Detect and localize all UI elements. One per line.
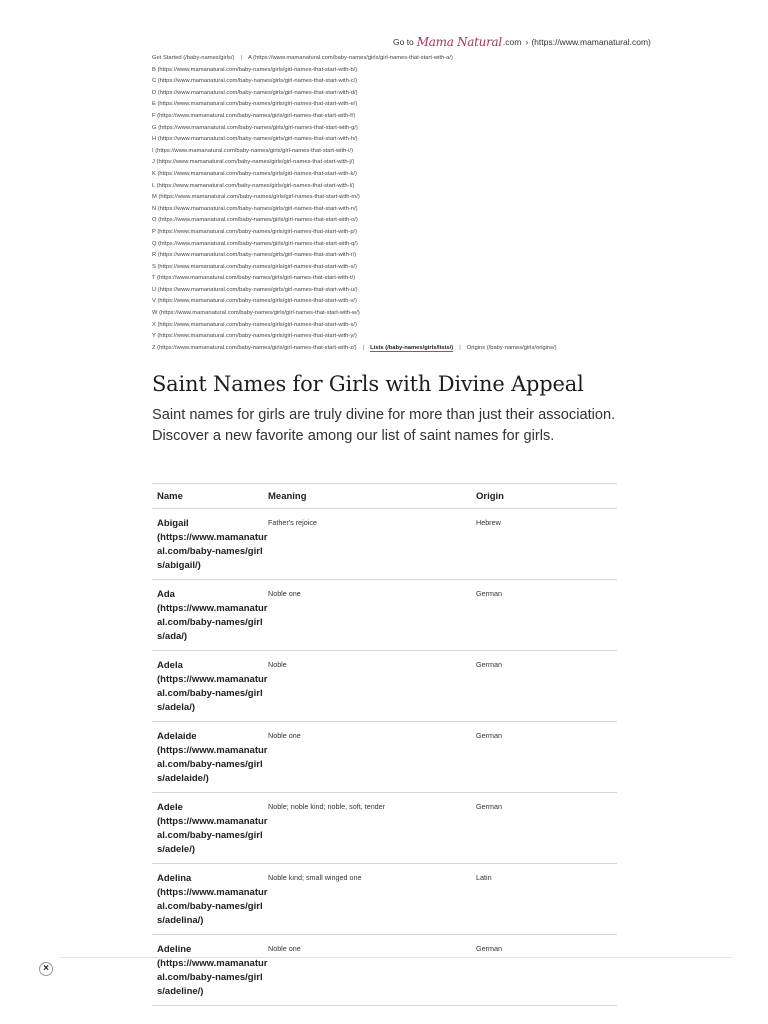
- meaning-cell: Noble; noble kind; noble, soft, tender: [268, 802, 386, 811]
- alpha-line-first: [152, 53, 622, 65]
- name-text: Adele: [157, 802, 183, 813]
- origins-link[interactable]: Origins (/baby-names/girls/origins/): [466, 344, 557, 351]
- alphabet-nav: [152, 53, 622, 354]
- name-text: Adela: [157, 660, 183, 671]
- letter-link[interactable]: E (https://www.mamanatural.com/baby-names/girls/girl-names-that-start-with-e/): [152, 101, 358, 108]
- name-link[interactable]: [152, 872, 268, 928]
- mama-natural-logo[interactable]: Mama Natural: [416, 35, 502, 49]
- goto-url[interactable]: (https://www.mamanatural.com): [531, 37, 651, 47]
- separator: |: [459, 344, 461, 351]
- origin-cell: German: [476, 802, 502, 811]
- letter-link[interactable]: P (https://www.mamanatural.com/baby-names/girls/girl-names-that-start-with-p/): [152, 228, 358, 235]
- meaning-cell: Noble kind; small winged one: [268, 873, 362, 882]
- names-table: [152, 483, 617, 1006]
- origin-cell: Hebrew: [476, 518, 501, 527]
- page-title: Saint Names for Girls with Divine Appeal: [152, 372, 584, 396]
- chevron-right-icon: ›: [525, 37, 529, 47]
- letter-link[interactable]: G (https://www.mamanatural.com/baby-names/girls/girl-names-that-start-with-g/): [152, 124, 358, 131]
- table-row: [152, 509, 617, 580]
- separator: |: [240, 55, 242, 61]
- letter-link[interactable]: R (https://www.mamanatural.com/baby-names/girls/girl-names-that-start-with-r/): [152, 252, 357, 259]
- letter-link[interactable]: B (https://www.mamanatural.com/baby-names/girls/girl-names-that-start-with-b/): [152, 66, 358, 73]
- origin-cell: German: [476, 731, 502, 740]
- alpha-line-last: [152, 343, 622, 355]
- name-url: (https://www.mamanatural.com/baby-names/girls/adela/): [157, 674, 268, 713]
- table-body: [152, 509, 617, 1006]
- name-text: Adeline: [157, 944, 192, 955]
- name-text: Ada: [157, 589, 175, 600]
- alpha-middle-lines: [152, 65, 622, 343]
- goto-prefix: Go to: [393, 37, 414, 47]
- name-url: (https://www.mamanatural.com/baby-names/girls/ada/): [157, 603, 268, 642]
- get-started-link[interactable]: Get Started (/baby-names/girls/): [152, 55, 235, 61]
- letter-link[interactable]: N (https://www.mamanatural.com/baby-names/girls/girl-names-that-start-with-n/): [152, 205, 358, 212]
- separator: |: [362, 344, 365, 351]
- letter-link[interactable]: Q (https://www.mamanatural.com/baby-names/girls/girl-names-that-start-with-q/): [152, 240, 358, 247]
- letter-link[interactable]: U (https://www.mamanatural.com/baby-names/girls/girl-names-that-start-with-u/): [152, 286, 358, 293]
- table-row: [152, 651, 617, 722]
- name-url: (https://www.mamanatural.com/baby-names/girls/adelina/): [157, 887, 268, 926]
- origin-cell: German: [476, 660, 502, 669]
- goto-suffix: .com: [502, 37, 522, 47]
- name-link[interactable]: [152, 943, 268, 999]
- close-icon[interactable]: ×: [39, 962, 53, 976]
- table-row: [152, 722, 617, 793]
- letter-link[interactable]: D (https://www.mamanatural.com/baby-names/girls/girl-names-that-start-with-d/): [152, 89, 358, 96]
- name-link[interactable]: [152, 588, 268, 644]
- divider: [60, 957, 732, 958]
- name-text: Adelina: [157, 873, 192, 884]
- letter-link[interactable]: J (https://www.mamanatural.com/baby-names/girls/girl-names-that-start-with-j/): [152, 159, 355, 166]
- table-row: [152, 864, 617, 935]
- goto-bar[interactable]: [393, 35, 651, 49]
- letter-link[interactable]: K (https://www.mamanatural.com/baby-names/girls/girl-names-that-start-with-k/): [152, 170, 357, 177]
- table-header: [152, 484, 617, 509]
- meaning-cell: Noble one: [268, 944, 301, 953]
- origin-cell: Latin: [476, 873, 492, 882]
- header-meaning: Meaning: [268, 490, 307, 502]
- letter-link-a[interactable]: A (https://www.mamanatural.com/baby-names/girls/girl-names-that-start-with-a/): [248, 55, 453, 61]
- name-text: Abigail: [157, 518, 189, 529]
- lists-link[interactable]: Lists (/baby-names/girls/lists/): [370, 344, 454, 351]
- name-link[interactable]: [152, 517, 268, 573]
- letter-link[interactable]: C (https://www.mamanatural.com/baby-names/girls/girl-names-that-start-with-c/): [152, 78, 358, 85]
- name-url: (https://www.mamanatural.com/baby-names/girls/adeline/): [157, 958, 268, 997]
- meaning-cell: Noble one: [268, 589, 301, 598]
- letter-link[interactable]: W (https://www.mamanatural.com/baby-names/girls/girl-names-that-start-with-w/): [152, 310, 360, 317]
- intro-paragraph: Saint names for girls are truly divine for more than just their association. Discover a new favorite among our list of saint names for girls.: [152, 407, 616, 444]
- table-row: [152, 580, 617, 651]
- letter-link-z[interactable]: Z (https://www.mamanatural.com/baby-names/girls/girl-names-that-start-with-z/): [152, 344, 357, 351]
- letter-link[interactable]: I (https://www.mamanatural.com/baby-names/girls/girl-names-that-start-with-i/): [152, 147, 354, 154]
- name-link[interactable]: [152, 801, 268, 857]
- name-link[interactable]: [152, 659, 268, 715]
- header-origin: Origin: [476, 490, 504, 502]
- origin-cell: German: [476, 944, 502, 953]
- header-name: Name: [157, 490, 183, 502]
- letter-link[interactable]: M (https://www.mamanatural.com/baby-names/girls/girl-names-that-start-with-m/): [152, 194, 360, 201]
- letter-link[interactable]: X (https://www.mamanatural.com/baby-names/girls/girl-names-that-start-with-x/): [152, 321, 357, 328]
- name-url: (https://www.mamanatural.com/baby-names/girls/adele/): [157, 816, 268, 855]
- name-url: (https://www.mamanatural.com/baby-names/girls/adelaide/): [157, 745, 268, 784]
- letter-link[interactable]: S (https://www.mamanatural.com/baby-names/girls/girl-names-that-start-with-s/): [152, 263, 357, 270]
- letter-link[interactable]: L (https://www.mamanatural.com/baby-names/girls/girl-names-that-start-with-l/): [152, 182, 355, 189]
- meaning-cell: Father's rejoice: [268, 518, 317, 527]
- name-url: (https://www.mamanatural.com/baby-names/girls/abigail/): [157, 532, 268, 571]
- letter-link[interactable]: Y (https://www.mamanatural.com/baby-names/girls/girl-names-that-start-with-y/): [152, 333, 357, 340]
- table-row: [152, 935, 617, 1006]
- name-link[interactable]: [152, 730, 268, 786]
- table-row: [152, 793, 617, 864]
- letter-link[interactable]: V (https://www.mamanatural.com/baby-names/girls/girl-names-that-start-with-v/): [152, 298, 357, 305]
- meaning-cell: Noble: [268, 660, 287, 669]
- letter-link[interactable]: F (https://www.mamanatural.com/baby-names/girls/girl-names-that-start-with-f/): [152, 112, 356, 119]
- letter-link[interactable]: H (https://www.mamanatural.com/baby-names/girls/girl-names-that-start-with-h/): [152, 136, 358, 143]
- meaning-cell: Noble one: [268, 731, 301, 740]
- name-text: Adelaide: [157, 731, 197, 742]
- letter-link[interactable]: O (https://www.mamanatural.com/baby-names/girls/girl-names-that-start-with-o/): [152, 217, 358, 224]
- letter-link[interactable]: T (https://www.mamanatural.com/baby-names/girls/girl-names-that-start-with-t/): [152, 275, 356, 282]
- origin-cell: German: [476, 589, 502, 598]
